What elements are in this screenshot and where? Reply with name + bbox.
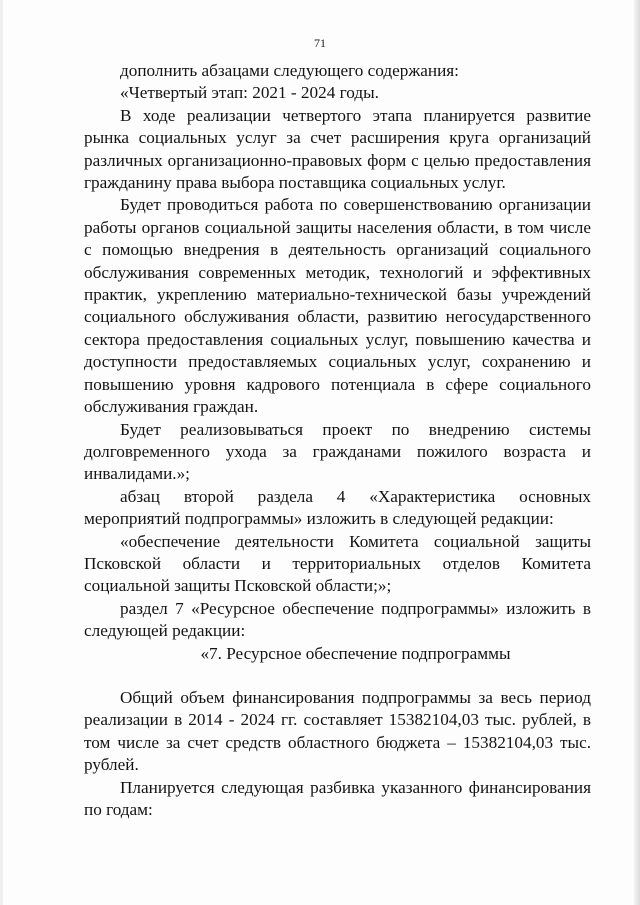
- page-number: 71: [314, 36, 326, 50]
- scan-edge-right: [634, 0, 640, 905]
- scan-edge-left: [0, 0, 3, 905]
- paragraph-long-term-care: Будет реализовываться проект по внедрению системы долговременного ухода за гражданами пожилого возраста и инвалидами.»;: [84, 419, 591, 484]
- section-7-heading: «7. Ресурсное обеспечение подпрограммы: [200, 643, 511, 663]
- spacer: [84, 665, 591, 687]
- paragraph-stage-description: В ходе реализации четвертого этапа планируется развитие рынка социальных услуг за счет расширения круга организаций различных организационно-правовых форм с целью предоставления гражданину права выбора поставщика социальных услуг.: [84, 105, 591, 193]
- paragraph-stage-title: «Четвертый этап: 2021 - 2024 годы.: [120, 83, 379, 103]
- paragraph-intro: дополнить абзацами следующего содержания:: [120, 61, 459, 80]
- paragraph-financing-breakdown: Планируется следующая разбивка указанного финансирования по годам:: [84, 777, 591, 819]
- paragraph-section-4-amendment: абзац второй раздела 4 «Характеристика основных мероприятий подпрограммы» изложить в следующей редакции:: [84, 486, 591, 529]
- paragraph-work-organization: Будет проводиться работа по совершенствованию организации работы органов социальной защиты населения области, в том числе с помощью внедрения в деятельность организаций социального обслуживания современных методик, технологий и эффективных практик, укреплению материально-технической базы учреждений социального обслуживания области, развитию негосударственного сектора предоставления социальных услуг, повышению качества и доступности предоставляемых социальных услуг, сохранению и повышению уровня кадрового потенциала в сфере социального обслуживания граждан.: [84, 195, 591, 417]
- paragraph-section-7-amendment: раздел 7 «Ресурсное обеспечение подпрограммы» изложить в следующей редакции:: [84, 598, 591, 641]
- paragraph-financing-total: Общий объем финансирования подпрограммы за весь период реализации в 2014 - 2024 гг. составляет 15382104,03 тыс. рублей, в том числе за счет средств областного бюджета – 15382104,03 тыс. рублей.: [84, 687, 591, 775]
- paragraph-section-4-text: «обеспечение деятельности Комитета социальной защиты Псковской области и территориальных отделов Комитета социальной защиты Псковской области;»;: [84, 531, 591, 596]
- document-body: [84, 60, 591, 821]
